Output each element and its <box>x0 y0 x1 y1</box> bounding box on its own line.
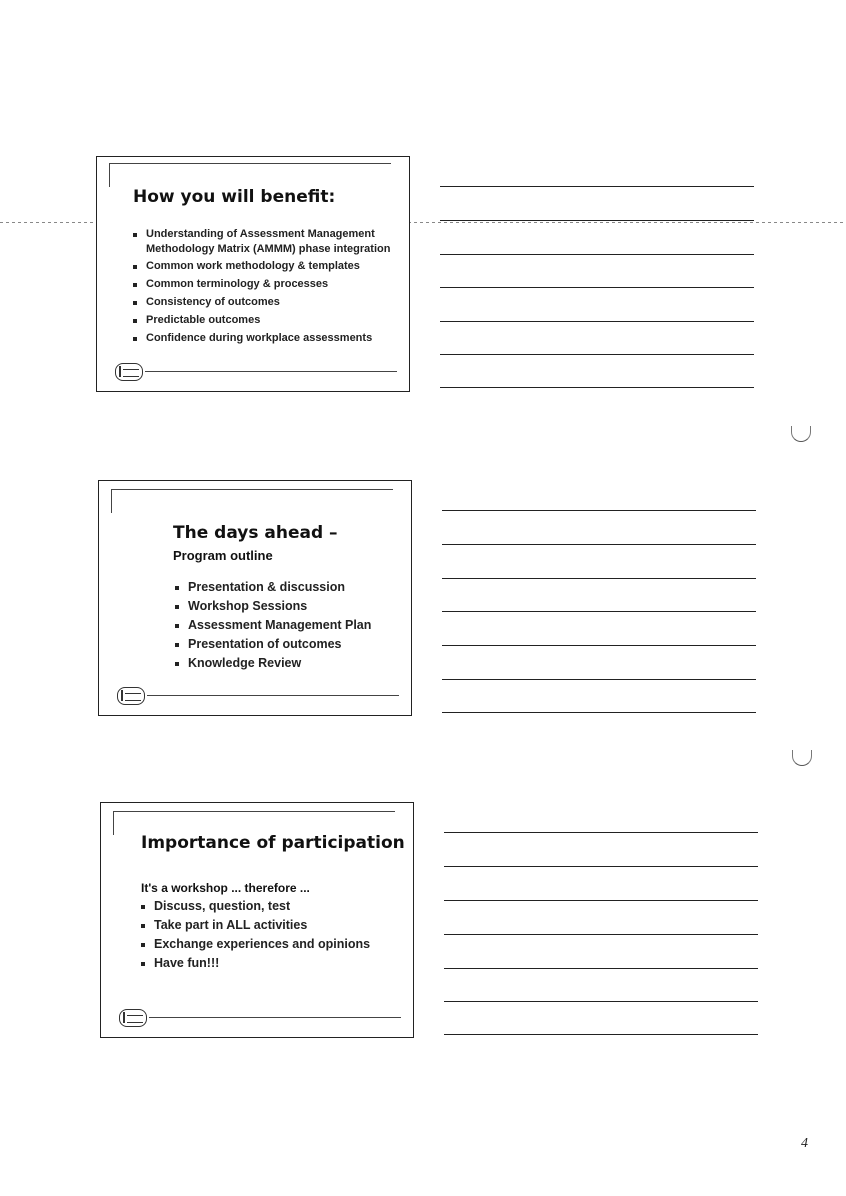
note-line <box>440 287 754 288</box>
list-item: Common terminology & processes <box>133 277 405 292</box>
jkr-logo-icon <box>119 1009 147 1027</box>
list-item: Knowledge Review <box>175 656 407 671</box>
punch-hole-mark <box>791 426 811 442</box>
slide-how-you-will-benefit <box>96 156 410 392</box>
slide-corner-line <box>111 489 393 490</box>
list-item: Exchange experiences and opinions <box>141 937 411 952</box>
jkr-logo-icon <box>115 363 143 381</box>
slide-corner-line <box>113 811 114 835</box>
note-line <box>444 866 758 867</box>
note-line <box>442 544 756 545</box>
slide-title: The days ahead – <box>173 523 338 543</box>
footer-line <box>145 371 397 372</box>
note-line <box>444 900 758 901</box>
list-item: Take part in ALL activities <box>141 918 411 933</box>
list-item: Confidence during workplace assessments <box>133 331 405 346</box>
list-item: Understanding of Assessment Management Methodology Matrix (AMMM) phase integration <box>133 227 405 257</box>
footer-line <box>149 1017 401 1018</box>
note-line <box>444 832 758 833</box>
note-line <box>444 968 758 969</box>
note-line <box>440 186 754 187</box>
jkr-logo-icon <box>117 687 145 705</box>
note-line <box>442 578 756 579</box>
slide-title: How you will benefit: <box>133 187 336 207</box>
note-line <box>442 645 756 646</box>
note-line <box>442 510 756 511</box>
slide-corner-line <box>111 489 112 513</box>
slide-the-days-ahead <box>98 480 412 716</box>
list-item: Assessment Management Plan <box>175 618 407 633</box>
bullet-list <box>133 227 405 346</box>
note-line <box>440 321 754 322</box>
note-line <box>444 1001 758 1002</box>
slide-corner-line <box>113 811 395 812</box>
slide-title: Importance of participation <box>141 833 405 853</box>
note-line <box>440 220 754 221</box>
list-item: Presentation & discussion <box>175 580 407 595</box>
note-line <box>442 712 756 713</box>
note-line <box>440 387 754 388</box>
punch-hole-mark <box>792 750 812 766</box>
slide-subtitle: Program outline <box>173 548 273 563</box>
note-line <box>444 1034 758 1035</box>
list-item: Consistency of outcomes <box>133 295 405 310</box>
page-number: 4 <box>801 1136 808 1151</box>
bullet-list <box>141 899 411 971</box>
bullet-list <box>175 580 407 671</box>
slide-corner-line <box>109 163 391 164</box>
footer-line <box>147 695 399 696</box>
note-line <box>442 611 756 612</box>
note-line <box>440 354 754 355</box>
list-item: Have fun!!! <box>141 956 411 971</box>
slide-corner-line <box>109 163 110 187</box>
list-item: Workshop Sessions <box>175 599 407 614</box>
note-line <box>440 254 754 255</box>
note-line <box>442 679 756 680</box>
list-item: Common work methodology & templates <box>133 259 405 274</box>
list-item: Predictable outcomes <box>133 313 405 328</box>
list-item: Discuss, question, test <box>141 899 411 914</box>
list-item: Presentation of outcomes <box>175 637 407 652</box>
slide-subtitle: It's a workshop ... therefore ... <box>141 881 310 895</box>
note-line <box>444 934 758 935</box>
slide-importance-of-participation <box>100 802 414 1038</box>
